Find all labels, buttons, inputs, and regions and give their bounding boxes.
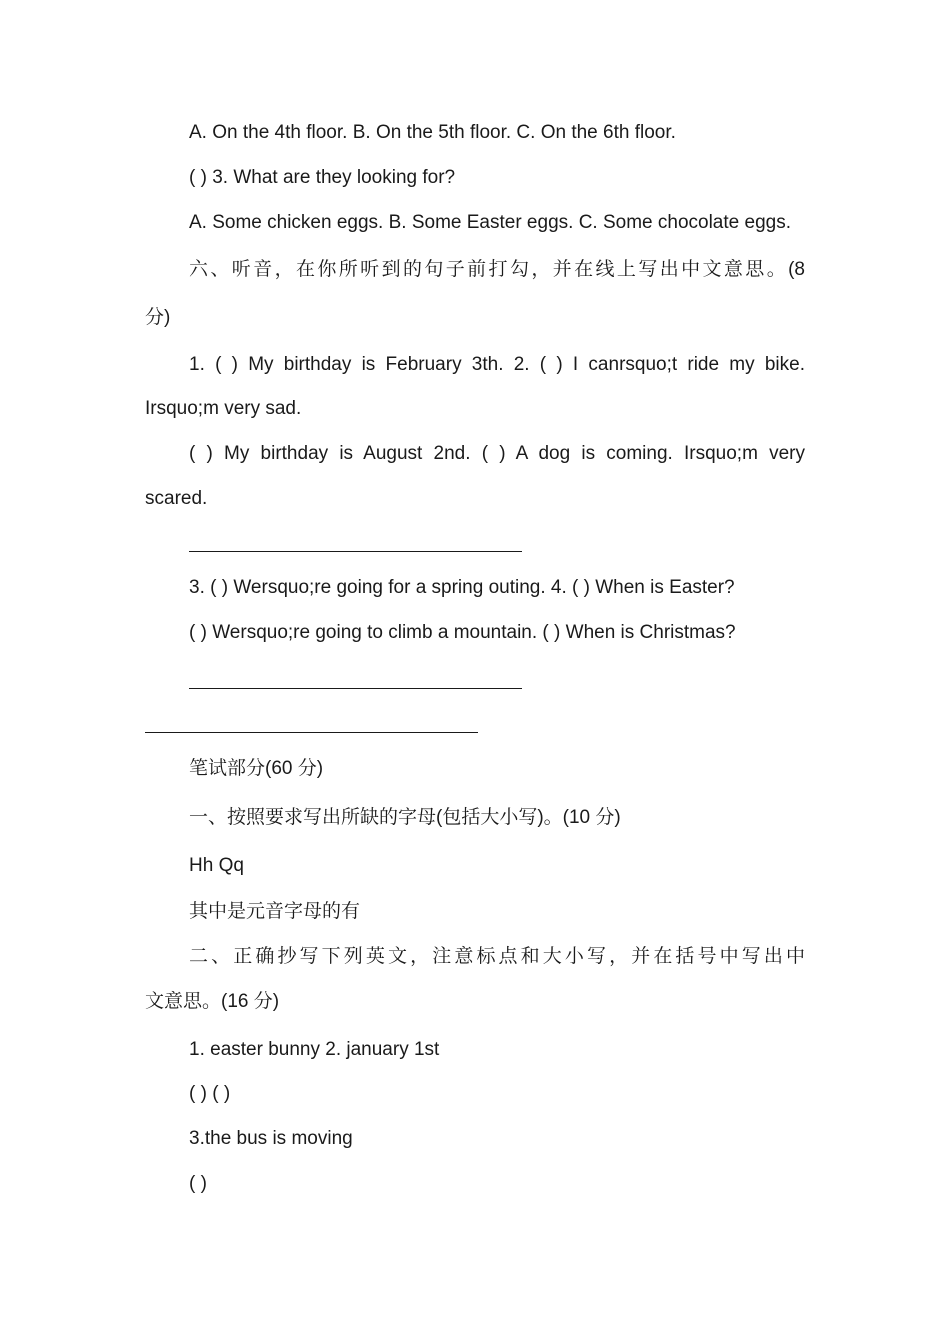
section-6-heading-cont: 分) [145, 307, 171, 328]
copy-item-3-brackets: ( ) [189, 1173, 207, 1194]
listening-item-1-2-alt: ( ) My birthday is August 2nd. ( ) A dog is coming. Irsquo;m very [189, 443, 805, 464]
listening-item-alt-cont: scared. [145, 488, 208, 509]
listening-item-3-4: 3. ( ) Wersquo;re going for a spring outing. 4. ( ) When is Easter? [189, 577, 735, 598]
vowel-prompt: 其中是元音字母的有 [189, 901, 361, 922]
listening-item-1-2: 1. ( ) My birthday is February 3th. 2. ( ) I canrsquo;t ride my bike. [189, 354, 805, 375]
question-3-options: A. Some chicken eggs. B. Some Easter eggs. C. Some chocolate eggs. [189, 212, 791, 233]
copy-item-1-2-brackets: ( ) ( ) [189, 1083, 231, 1104]
answer-line [189, 688, 522, 689]
section-1-heading: 一、按照要求写出所缺的字母(包括大小写)。(10 分) [189, 807, 621, 828]
copy-item-1-2: 1. easter bunny 2. january 1st [189, 1039, 440, 1060]
question-2-options: A. On the 4th floor. B. On the 5th floor. C. On the 6th floor. [189, 122, 676, 143]
listening-item-2-cont: Irsquo;m very sad. [145, 398, 302, 419]
written-part-heading: 笔试部分(60 分) [189, 758, 324, 779]
section-6-heading: 六、听音，在你所听到的句子前打勾，并在线上写出中文意思。(8 [189, 259, 805, 280]
copy-item-3: 3.the bus is moving [189, 1128, 353, 1149]
section-2-heading-cont: 文意思。(16 分) [145, 991, 280, 1012]
question-3: ( ) 3. What are they looking for? [189, 167, 456, 188]
section-2-heading: 二、正确抄写下列英文，注意标点和大小写，并在括号中写出中 [189, 946, 805, 967]
letters-prompt: Hh Qq [189, 855, 244, 876]
answer-line [189, 551, 522, 552]
listening-item-3-4-alt: ( ) Wersquo;re going to climb a mountain. ( ) When is Christmas? [189, 622, 736, 643]
answer-line [145, 732, 478, 733]
